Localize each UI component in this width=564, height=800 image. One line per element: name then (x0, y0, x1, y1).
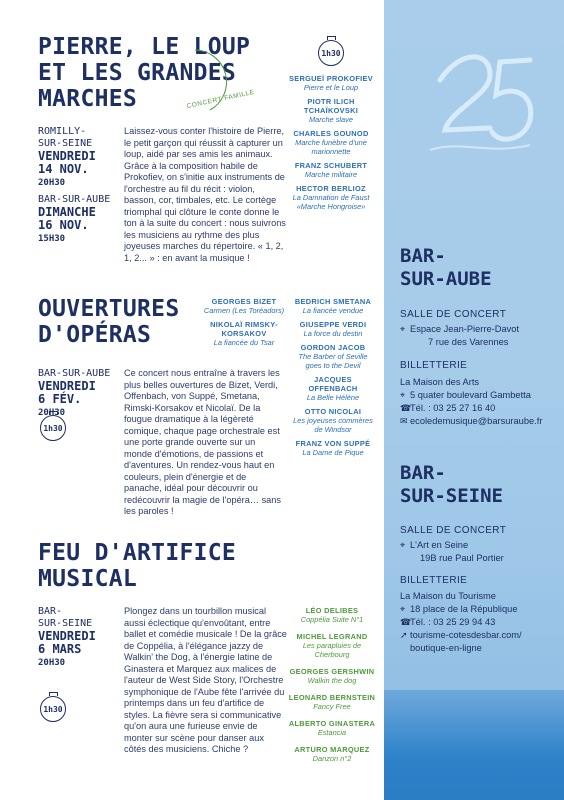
concert1-title: PIERRE, LE LOUP ET LES GRANDES MARCHES (38, 34, 251, 112)
location-pin-icon: ⌖ (400, 324, 406, 334)
venue-bar-sur-aube-title: BAR- SUR-AUBE (400, 245, 492, 290)
venue2-hall-label: SALLE DE CONCERT (400, 525, 507, 536)
concert2-description: Ce concert nous entraîne à travers les plus belles ouvertures de Bizet, Verdi, Offenbach, von Suppé, Smetana, Rimski-Korsakov et Nicolaï. De la fougue dramatique à la légèreté comique, chaque page orchestrale est une porte grande ouverte sur un monde d'émotions, de passions et d'aventures. Un rendez-vous haut en couleurs, plein d'énergie et de panache, idéal pour découvrir ou redécouvrir la magie de l'opéra… sans les paroles ! (124, 368, 281, 516)
venue2-ticket-info: La Maison du Tourisme ⌖ 18 place de la République ☎Tél. : 03 25 29 94 43 ➚ tourisme-cotesdesbar.com/ boutique-en-ligne (400, 591, 522, 653)
duration-clock-icon: 1h30 (40, 696, 66, 722)
location-pin-icon: ⌖ (400, 390, 406, 400)
concert-famille-tag: CONCERT FAMILLE (186, 88, 256, 111)
concert3-description: Plongez dans un tourbillon musical aussi éclectique qu'envoûtant, entre ballet et comédie musicale ! De la grâce de Coppélia, à l'élégance jazzy de Walkin' the Dog, à l'énergie latine de Ginastera et Marquez aux malices de l'auteur de West Side Story, l'Orchestre symphonique de l'Aube fête l'arrivée du printemps dans un feu d'artifice de styles. La fièvre sera si communicative qu'on aura une furieuse envie de monter sur scène pour danser aux côtés des musiciens. Chiche ? (124, 606, 287, 754)
venue2-ticket-label: BILLETTERIE (400, 575, 468, 586)
concert1-programme: SERGUEÏ PROKOFIEV Pierre et le Loup PIOTR ILICH TCHAÏKOVSKI Marche slave CHARLES GOUNOD Marche funèbre d'une marionnette FRANZ SCHUBERT Marche militaire HECTOR BERLIOZ La Damnation de Faust «Marche Hongroise» (289, 74, 373, 211)
location-pin-icon: ⌖ (400, 540, 406, 550)
concert2-title: OUVERTURES D'OPÉRAS (38, 296, 180, 348)
concert3-programme: LÉO DELIBES Coppélia Suite N°1 MICHEL LEGRAND Les parapluies de Cherbourg GEORGES GERSHWIN Walkin the dog LEONARD BERNSTEIN Fancy Free ALBERTO GINASTERA Estancia ARTURO MARQUEZ Danzon n°2 (288, 606, 376, 763)
venue2-hall-info: ⌖ L'Art en Seine 19B rue Paul Portier (400, 540, 504, 563)
phone-icon: ☎ (400, 617, 412, 627)
location-pin-icon: ⌖ (400, 604, 406, 614)
venue2-web-link-cont[interactable]: boutique-en-ligne (410, 643, 482, 653)
duration-clock-icon: 1h30 (40, 415, 66, 441)
concert3-title: FEU D'ARTIFICE MUSICAL (38, 540, 237, 592)
concert1-description: Laissez-vous conter l'histoire de Pierre, le petit garçon qui réussit à capturer un loup, aidé par ses amis les animaux. Grâce à la composition habile de Prokofiev, on s'initie aux instruments de l'orchestre au fil du récit : violon, basson, cor, timbales, etc. Le cortège triomphal qui clôture le conte donne le ton à la suite du concert : nous suivrons les musiciens au rythme des plus joyeuses marches du répertoire. « 1, 2, 1, 2... » : en avant la musique ! (124, 126, 286, 263)
concert2-programme-right: BEDRICH SMETANA La fiancée vendue GIUSEPPE VERDI La force du destin GORDON JACOB The Barber of Seville goes to the Devil JACQUES OFFENBACH La Belle Hélène OTTO NICOLAI Les joyeuses commères de Windsor FRANZ VON SUPPÉ La Dame de Pique (293, 297, 373, 457)
venue1-ticket-label: BILLETTERIE (400, 360, 468, 371)
mail-icon: ✉ (400, 416, 408, 426)
concert2-programme-left: GEORGES BIZET Carmen (Les Toréadors) NIKOLAÏ RIMSKY-KORSAKOV La fiancée du Tsar (203, 297, 285, 347)
venue1-hall-label: SALLE DE CONCERT (400, 309, 507, 320)
venue2-web-link[interactable]: ➚ tourisme-cotesdesbar.com/ (400, 630, 522, 640)
venue-bar-sur-seine-title: BAR- SUR-SEINE (400, 462, 503, 507)
anniversary-25-logo (420, 40, 540, 170)
concert1-dates: ROMILLY- SUR-SEINE VENDREDI 14 NOV. 20H30 BAR-SUR-AUBE DIMANCHE 16 NOV. 15H30 (38, 126, 111, 244)
link-arrow-icon: ➚ (400, 630, 408, 640)
water-texture (384, 690, 564, 800)
concert2-date: BAR-SUR-AUBE VENDREDI 6 FÉV. 20H30 (38, 368, 111, 418)
venue1-hall-info: ⌖ Espace Jean-Pierre-Davot 7 rue des Varennes (400, 324, 520, 347)
venue1-ticket-info: La Maison des Arts ⌖ 5 quater boulevard Gambetta ☎Tél. : 03 25 27 16 40 ✉ ecoledemusique@barsuraube.fr (400, 377, 543, 426)
concert3-date: BAR- SUR-SEINE VENDREDI 6 MARS 20H30 (38, 606, 96, 668)
phone-icon: ☎ (400, 403, 412, 413)
duration-clock-icon: 1h30 (318, 40, 344, 66)
venue1-email-link[interactable]: ✉ ecoledemusique@barsuraube.fr (400, 416, 543, 426)
